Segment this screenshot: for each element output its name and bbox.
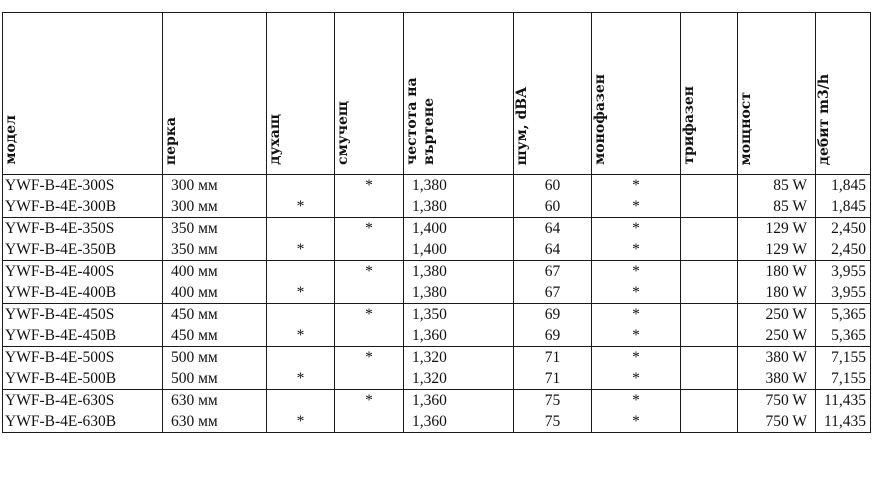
table-row [3,304,871,326]
cell-model: YWF-B-4E-500B [3,368,163,390]
header-noise [514,13,592,175]
cell-single-phase: * [592,368,681,390]
cell-flow: 2,450 [816,218,871,240]
cell-single-phase: * [592,175,681,197]
cell-fan: 400 мм [163,282,267,304]
cell-fan: 350 мм [163,218,267,240]
cell-three-phase [681,218,738,240]
cell-single-phase: * [592,411,681,433]
cell-noise: 69 [514,325,592,347]
cell-three-phase [681,325,738,347]
cell-suction [335,325,404,347]
cell-three-phase [681,239,738,261]
header-single-phase-label: монофазен [592,74,608,165]
cell-single-phase: * [592,325,681,347]
cell-noise: 67 [514,282,592,304]
cell-power: 380 W [738,347,816,369]
cell-suction [335,196,404,218]
cell-fan: 500 мм [163,347,267,369]
cell-blowing: * [267,325,335,347]
cell-suction [335,411,404,433]
cell-three-phase [681,282,738,304]
header-blowing [267,13,335,175]
cell-rpm: 1,360 [404,411,514,433]
cell-rpm: 1,380 [404,282,514,304]
cell-flow: 3,955 [816,261,871,283]
cell-single-phase: * [592,239,681,261]
cell-flow: 1,845 [816,196,871,218]
cell-noise: 75 [514,390,592,412]
header-noise-label: шум, dBA [514,86,530,165]
cell-rpm: 1,360 [404,325,514,347]
table-row [3,218,871,240]
cell-fan: 300 мм [163,175,267,197]
header-flow-label: дебит m3/h [816,73,832,165]
cell-fan: 400 мм [163,261,267,283]
cell-power: 750 W [738,411,816,433]
table-row [3,175,871,197]
cell-model: YWF-B-4E-500S [3,347,163,369]
cell-blowing [267,304,335,326]
header-blowing-label: духащ [267,114,283,165]
table-row [3,239,871,261]
cell-noise: 67 [514,261,592,283]
header-row [3,13,871,175]
cell-power: 250 W [738,325,816,347]
cell-rpm: 1,380 [404,261,514,283]
cell-fan: 300 мм [163,196,267,218]
header-power-label: мощност [738,91,754,165]
cell-rpm: 1,320 [404,347,514,369]
cell-model: YWF-B-4E-630B [3,411,163,433]
table-row [3,282,871,304]
cell-suction [335,368,404,390]
cell-noise: 60 [514,175,592,197]
header-fan-label: перка [163,116,179,165]
cell-single-phase: * [592,261,681,283]
cell-blowing [267,175,335,197]
header-fan [163,13,267,175]
cell-fan: 630 мм [163,390,267,412]
cell-blowing [267,347,335,369]
cell-rpm: 1,350 [404,304,514,326]
cell-fan: 630 мм [163,411,267,433]
cell-noise: 64 [514,218,592,240]
cell-single-phase: * [592,390,681,412]
cell-single-phase: * [592,196,681,218]
cell-three-phase [681,261,738,283]
cell-fan: 450 мм [163,304,267,326]
header-model-label: модел [3,115,19,165]
cell-three-phase [681,368,738,390]
cell-rpm: 1,360 [404,390,514,412]
cell-blowing: * [267,368,335,390]
cell-three-phase [681,304,738,326]
table-body [3,175,871,433]
cell-fan: 500 мм [163,368,267,390]
cell-model: YWF-B-4E-400S [3,261,163,283]
cell-flow: 5,365 [816,304,871,326]
header-flow [816,13,871,175]
cell-noise: 64 [514,239,592,261]
cell-rpm: 1,380 [404,196,514,218]
cell-suction: * [335,347,404,369]
header-rpm-label: честота на въртене [404,77,437,165]
header-single-phase [592,13,681,175]
cell-suction: * [335,390,404,412]
cell-power: 129 W [738,239,816,261]
cell-flow: 1,845 [816,175,871,197]
table-row [3,196,871,218]
cell-three-phase [681,347,738,369]
table-row [3,261,871,283]
cell-single-phase: * [592,282,681,304]
cell-rpm: 1,400 [404,218,514,240]
table-row [3,411,871,433]
cell-power: 250 W [738,304,816,326]
cell-suction: * [335,175,404,197]
cell-rpm: 1,400 [404,239,514,261]
cell-model: YWF-B-4E-350B [3,239,163,261]
cell-suction: * [335,218,404,240]
cell-fan: 450 мм [163,325,267,347]
cell-flow: 5,365 [816,325,871,347]
header-suction [335,13,404,175]
cell-model: YWF-B-4E-450S [3,304,163,326]
table-row [3,347,871,369]
table-row [3,325,871,347]
cell-noise: 69 [514,304,592,326]
fan-spec-table [2,12,871,433]
cell-blowing [267,218,335,240]
cell-power: 180 W [738,261,816,283]
cell-flow: 7,155 [816,347,871,369]
cell-power: 750 W [738,390,816,412]
header-three-phase-label: трифазен [681,86,697,165]
cell-three-phase [681,196,738,218]
cell-noise: 75 [514,411,592,433]
cell-power: 180 W [738,282,816,304]
cell-flow: 11,435 [816,411,871,433]
cell-single-phase: * [592,347,681,369]
header-power [738,13,816,175]
cell-flow: 3,955 [816,282,871,304]
cell-model: YWF-B-4E-300B [3,196,163,218]
cell-power: 129 W [738,218,816,240]
cell-model: YWF-B-4E-630S [3,390,163,412]
cell-single-phase: * [592,218,681,240]
cell-model: YWF-B-4E-300S [3,175,163,197]
cell-blowing: * [267,196,335,218]
header-three-phase [681,13,738,175]
header-suction-label: смучещ [335,101,351,165]
cell-suction: * [335,261,404,283]
cell-fan: 350 мм [163,239,267,261]
cell-model: YWF-B-4E-400B [3,282,163,304]
cell-three-phase [681,411,738,433]
header-rpm [404,13,514,175]
cell-power: 85 W [738,175,816,197]
cell-suction [335,282,404,304]
cell-noise: 71 [514,347,592,369]
cell-flow: 11,435 [816,390,871,412]
cell-blowing [267,390,335,412]
cell-flow: 2,450 [816,239,871,261]
cell-rpm: 1,380 [404,175,514,197]
table-row [3,368,871,390]
cell-suction [335,239,404,261]
cell-noise: 60 [514,196,592,218]
cell-three-phase [681,175,738,197]
cell-blowing: * [267,239,335,261]
cell-model: YWF-B-4E-450B [3,325,163,347]
cell-model: YWF-B-4E-350S [3,218,163,240]
header-model [3,13,163,175]
cell-flow: 7,155 [816,368,871,390]
cell-power: 380 W [738,368,816,390]
cell-three-phase [681,390,738,412]
cell-suction: * [335,304,404,326]
table-row [3,390,871,412]
cell-rpm: 1,320 [404,368,514,390]
cell-blowing [267,261,335,283]
cell-blowing: * [267,411,335,433]
cell-power: 85 W [738,196,816,218]
cell-noise: 71 [514,368,592,390]
table-header [3,13,871,175]
cell-single-phase: * [592,304,681,326]
cell-blowing: * [267,282,335,304]
